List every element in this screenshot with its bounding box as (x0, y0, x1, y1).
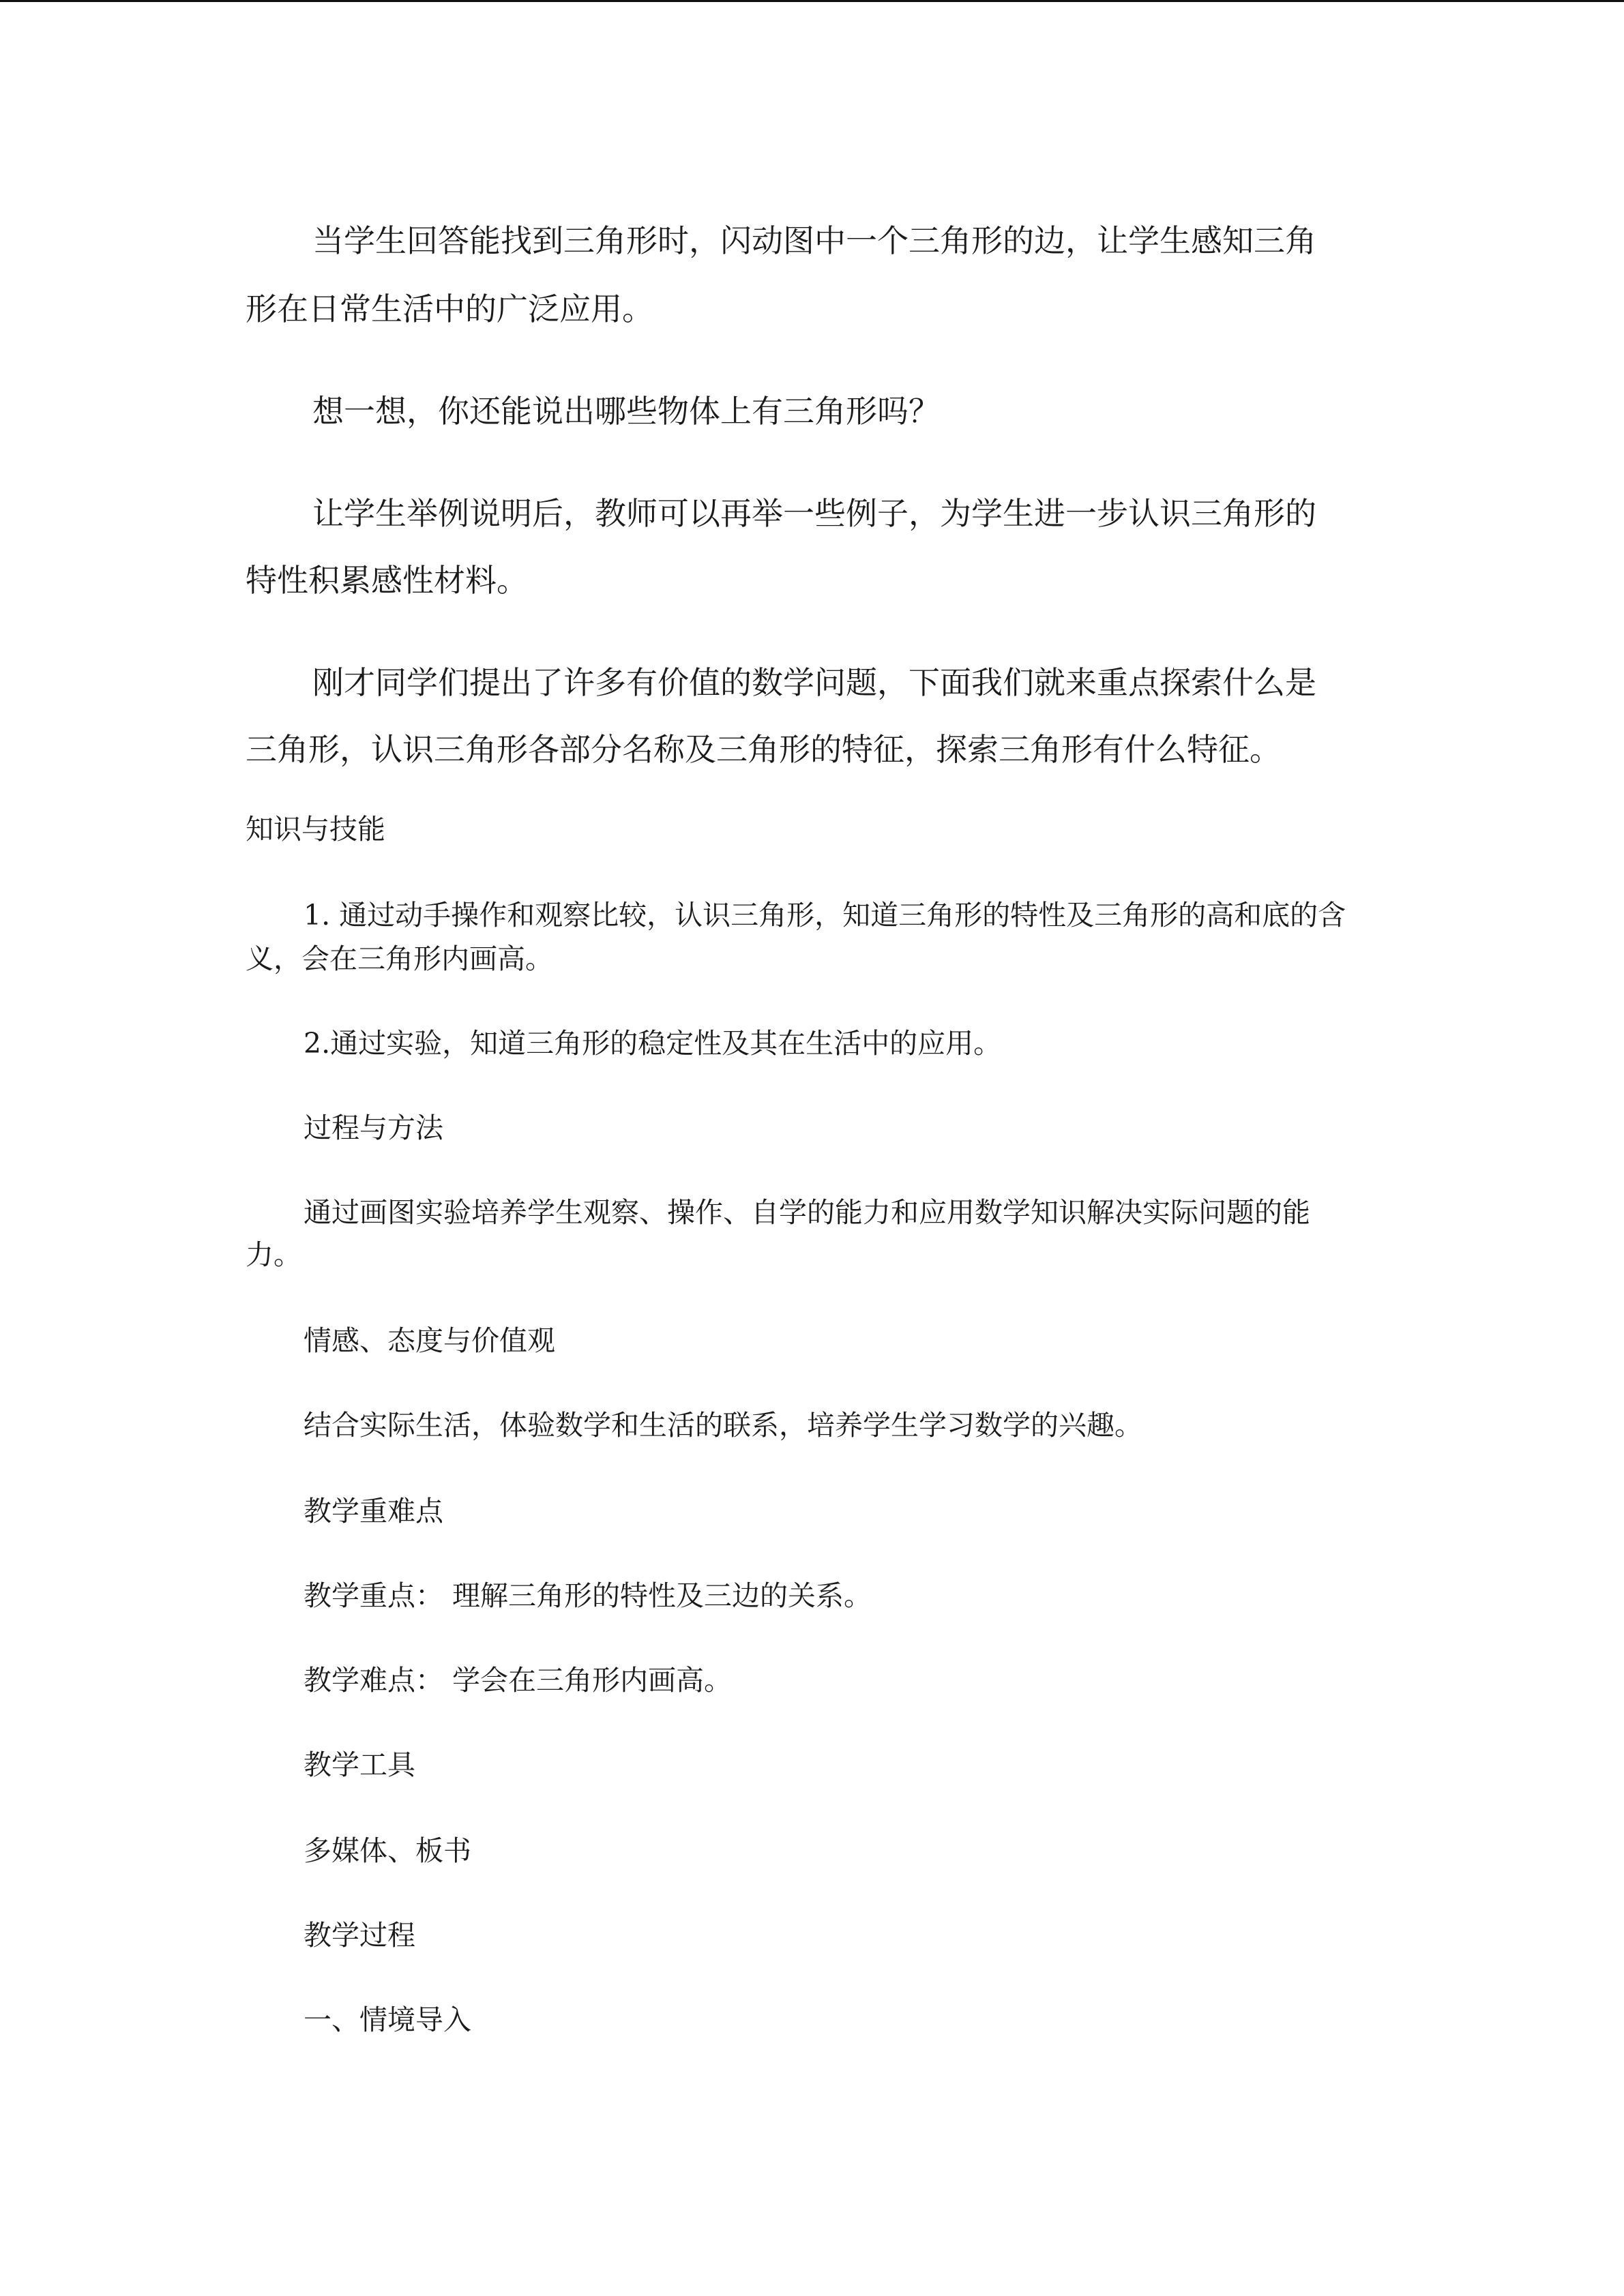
paragraph-4-line-2: 三角形，认识三角形各部分名称及三角形的特征，探索三角形有什么特征。 (246, 731, 1281, 768)
paragraph-4-line-1: 刚才同学们提出了许多有价值的数学问题，下面我们就来重点探索什么是 (312, 664, 1316, 701)
paragraph-2-line-1: 想一想，你还能说出哪些物体上有三角形吗？ (312, 393, 940, 430)
tools-text: 多媒体、板书 (304, 1834, 471, 1867)
objective-1-line-2: 义，会在三角形内画高。 (246, 942, 553, 975)
objective-2: 2.通过实验，知道三角形的稳定性及其在生活中的应用。 (304, 1027, 1002, 1060)
key-point: 教学重点： 理解三角形的特性及三边的关系。 (304, 1579, 872, 1612)
objective-1-line-1: 1. 通过动手操作和观察比较，认识三角形，知道三角形的特性及三角形的高和底的含 (304, 899, 1346, 931)
process-text-line-1: 通过画图实验培养学生观察、操作、自学的能力和应用数学知识解决实际问题的能 (304, 1196, 1310, 1229)
key-difficult-heading: 教学重难点 (304, 1495, 443, 1527)
paragraph-1-line-1: 当学生回答能找到三角形时，闪动图中一个三角形的边，让学生感知三角 (312, 222, 1316, 259)
paragraph-1-line-2: 形在日常生活中的广泛应用。 (246, 290, 653, 327)
intro-heading: 一、情境导入 (304, 2003, 471, 2036)
difficult-point: 教学难点： 学会在三角形内画高。 (304, 1664, 733, 1697)
process-heading: 过程与方法 (304, 1112, 443, 1144)
teaching-process-heading: 教学过程 (304, 1919, 415, 1952)
paragraph-3-line-1: 让学生举例说明后，教师可以再举一些例子，为学生进一步认识三角形的 (312, 495, 1316, 532)
emotion-heading: 情感、态度与价值观 (304, 1324, 555, 1357)
knowledge-heading: 知识与技能 (246, 813, 385, 846)
tools-heading: 教学工具 (304, 1748, 415, 1781)
emotion-text: 结合实际生活，体验数学和生活的联系，培养学生学习数学的兴趣。 (304, 1409, 1142, 1442)
paragraph-3-line-2: 特性积累感性材料。 (246, 562, 528, 599)
process-text-line-2: 力。 (246, 1238, 301, 1271)
